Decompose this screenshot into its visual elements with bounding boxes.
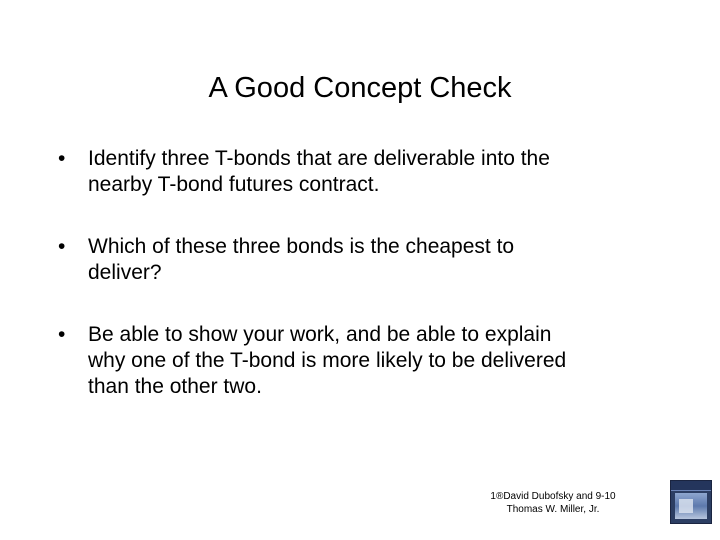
bullet-symbol: • — [58, 323, 66, 346]
bullet-line: deliver? — [88, 261, 162, 284]
bullet-item — [58, 146, 658, 198]
bullet-line: nearby T-bond futures contract. — [88, 173, 380, 196]
bullet-line: Which of these three bonds is the cheapest to — [88, 235, 515, 258]
book-cover-band — [671, 481, 711, 491]
bullet-item — [58, 322, 658, 400]
bullet-line: Be able to show your work, and be able to explain — [88, 323, 552, 346]
footer-line: 1®David Dubofsky and 9-10 — [490, 491, 616, 502]
footer-line: Thomas W. Miller, Jr. — [506, 504, 600, 515]
slide-title: A Good Concept Check — [208, 72, 512, 104]
bullet-line: why one of the T-bond is more likely to be delivered — [88, 349, 567, 372]
footer-credit — [488, 490, 618, 516]
bullet-symbol: • — [58, 147, 66, 170]
book-cover-icon — [670, 480, 712, 524]
book-cover-figure — [679, 499, 693, 513]
bullet-item — [58, 234, 658, 286]
bullet-list — [58, 146, 658, 436]
bullet-symbol: • — [58, 235, 66, 258]
bullet-line: than the other two. — [88, 375, 262, 398]
bullet-line: Identify three T-bonds that are deliverable into the — [88, 147, 550, 170]
